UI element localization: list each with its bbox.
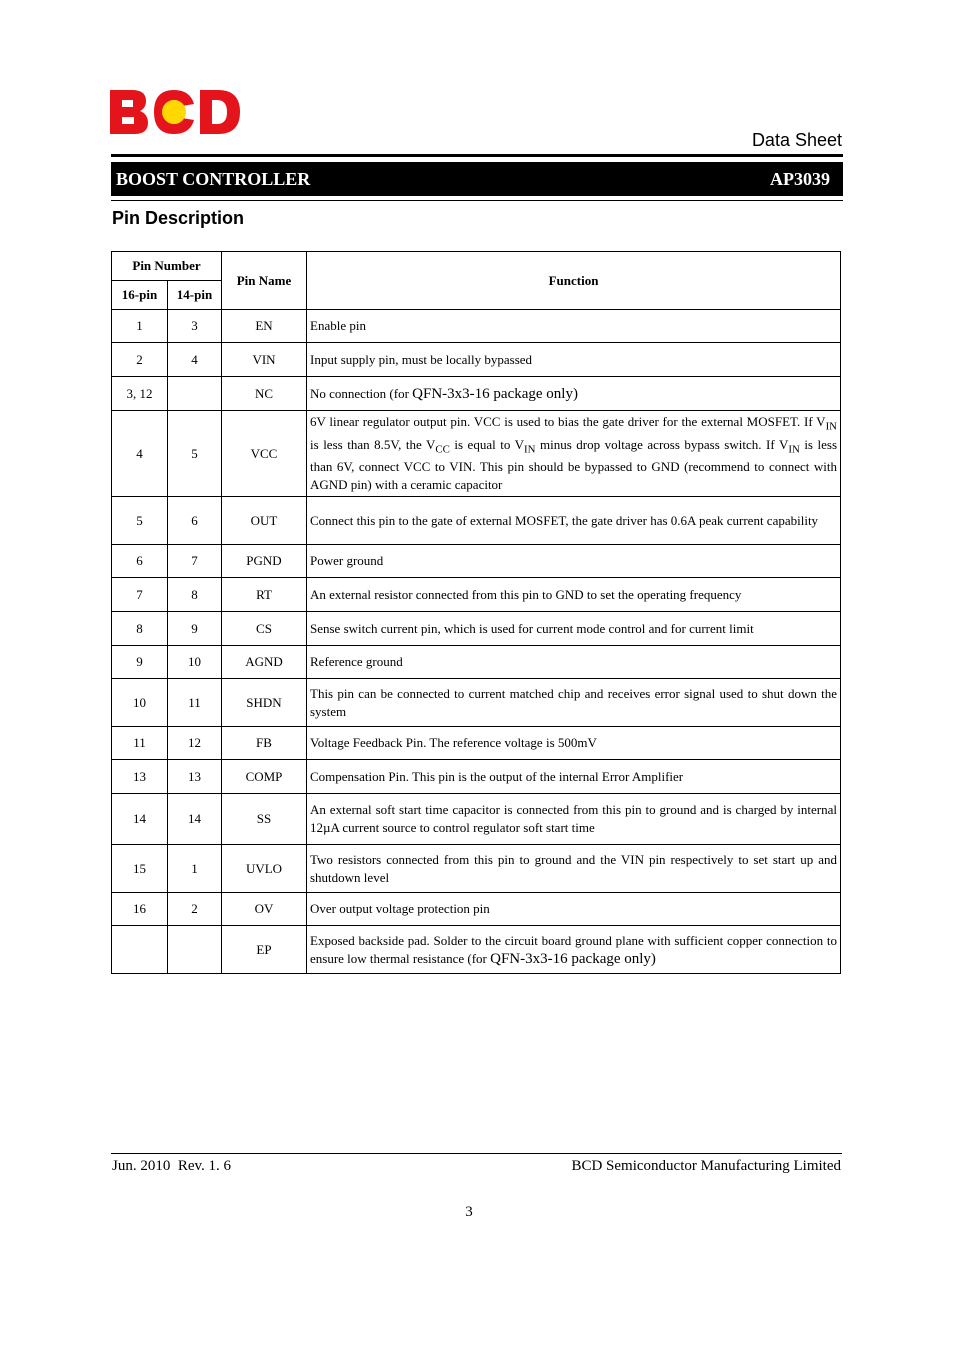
pin-function: Two resistors connected from this pin to ground and the VIN pin respectively to set start up and shutdown level xyxy=(307,845,841,893)
bcd-logo xyxy=(110,88,240,136)
pin-14: 12 xyxy=(168,727,222,760)
banner-underline xyxy=(111,200,843,201)
pin-14: 9 xyxy=(168,612,222,646)
pin-16: 15 xyxy=(112,845,168,893)
header-function: Function xyxy=(307,252,841,310)
pin-16: 10 xyxy=(112,679,168,727)
title-banner xyxy=(111,162,843,196)
pin-14: 8 xyxy=(168,578,222,612)
pin-14: 14 xyxy=(168,794,222,845)
pin-function: Connect this pin to the gate of external MOSFET, the gate driver has 0.6A peak current capability xyxy=(307,497,841,545)
pin-name: OV xyxy=(222,893,307,926)
pin-14: 7 xyxy=(168,545,222,578)
table-row xyxy=(112,794,841,845)
pin-function: Reference ground xyxy=(307,646,841,679)
pin-name: RT xyxy=(222,578,307,612)
pin-14: 10 xyxy=(168,646,222,679)
pin-14: 4 xyxy=(168,343,222,377)
table-row xyxy=(112,497,841,545)
header-pin-number: Pin Number xyxy=(112,252,222,281)
pin-name: NC xyxy=(222,377,307,411)
pin-16: 9 xyxy=(112,646,168,679)
pin-name: SS xyxy=(222,794,307,845)
pin-function: No connection (for QFN-3x3-16 package only) xyxy=(307,377,841,411)
pin-16: 4 xyxy=(112,411,168,497)
pin-function: Compensation Pin. This pin is the output of the internal Error Amplifier xyxy=(307,760,841,794)
pin-function: Input supply pin, must be locally bypassed xyxy=(307,343,841,377)
pin-function: An external resistor connected from this pin to GND to set the operating frequency xyxy=(307,578,841,612)
pin-16: 1 xyxy=(112,310,168,343)
pin-14: 3 xyxy=(168,310,222,343)
header-14-pin: 14-pin xyxy=(168,281,222,310)
table-row xyxy=(112,727,841,760)
pin-16: 13 xyxy=(112,760,168,794)
footer-company: BCD Semiconductor Manufacturing Limited xyxy=(571,1158,841,1174)
pin-name: UVLO xyxy=(222,845,307,893)
pin-14: 2 xyxy=(168,893,222,926)
page-number: 3 xyxy=(465,1204,473,1220)
pin-14 xyxy=(168,926,222,974)
pin-name: OUT xyxy=(222,497,307,545)
pin-14 xyxy=(168,377,222,411)
section-title: Pin Description xyxy=(112,208,245,228)
table-row xyxy=(112,845,841,893)
pin-name: SHDN xyxy=(222,679,307,727)
pin-16: 16 xyxy=(112,893,168,926)
pin-name: PGND xyxy=(222,545,307,578)
pin-name: VCC xyxy=(222,411,307,497)
footer-rule xyxy=(111,1153,842,1154)
doc-type: Data Sheet xyxy=(751,130,842,150)
pin-14: 1 xyxy=(168,845,222,893)
footer-date-revision: Jun. 2010 Rev. 1. 6 xyxy=(112,1158,232,1174)
pin-16: 3, 12 xyxy=(112,377,168,411)
part-number: AP3039 xyxy=(770,168,830,189)
pin-14: 13 xyxy=(168,760,222,794)
pin-14: 5 xyxy=(168,411,222,497)
table-header-row xyxy=(112,252,841,281)
pin-16: 8 xyxy=(112,612,168,646)
table-row xyxy=(112,760,841,794)
header-pin-name: Pin Name xyxy=(222,252,307,310)
table-row xyxy=(112,646,841,679)
pin-function: Enable pin xyxy=(307,310,841,343)
pin-name: COMP xyxy=(222,760,307,794)
table-row xyxy=(112,545,841,578)
header-rule xyxy=(111,154,843,157)
pin-function: Exposed backside pad. Solder to the circuit board ground plane with sufficient copper connection to ensure low thermal resistance (for QFN-3x3-16 package only) xyxy=(307,926,841,974)
pin-function: This pin can be connected to current matched chip and receives error signal used to shut down the system xyxy=(307,679,841,727)
pin-function: 6V linear regulator output pin. VCC is used to bias the gate driver for the external MOSFET. If $V_{IN}$ is less than 8.5V, the $V_{CC}$ is equal to $V_{IN}$ minus drop voltage across bypass switch. If $V_{IN}$ is less than 6V, connect VCC to VIN. This pin should be bypassed to GND (recommend to connect with AGND pin) with a ceramic capacitor xyxy=(307,411,841,497)
pin-name: EN xyxy=(222,310,307,343)
pin-14: 11 xyxy=(168,679,222,727)
pin-function: An external soft start time capacitor is connected from this pin to ground and is charged by internal 12µA current source to control regulator soft start time xyxy=(307,794,841,845)
pin-16: 6 xyxy=(112,545,168,578)
pin-name: AGND xyxy=(222,646,307,679)
table-row xyxy=(112,679,841,727)
pin-16: 7 xyxy=(112,578,168,612)
header-16-pin: 16-pin xyxy=(112,281,168,310)
pin-function: Voltage Feedback Pin. The reference voltage is 500mV xyxy=(307,727,841,760)
pin-14: 6 xyxy=(168,497,222,545)
pin-name: VIN xyxy=(222,343,307,377)
pin-function: Over output voltage protection pin xyxy=(307,893,841,926)
table-row xyxy=(112,578,841,612)
table-row xyxy=(112,343,841,377)
pin-name: FB xyxy=(222,727,307,760)
product-line: BOOST CONTROLLER xyxy=(116,168,311,189)
pin-description-table xyxy=(111,251,841,974)
table-row xyxy=(112,411,841,497)
pin-16 xyxy=(112,926,168,974)
pin-name: EP xyxy=(222,926,307,974)
table-row xyxy=(112,377,841,411)
pin-16: 5 xyxy=(112,497,168,545)
pin-16: 11 xyxy=(112,727,168,760)
table-row xyxy=(112,612,841,646)
table-row xyxy=(112,926,841,974)
pin-16: 2 xyxy=(112,343,168,377)
pin-function: Sense switch current pin, which is used for current mode control and for current limit xyxy=(307,612,841,646)
pin-16: 14 xyxy=(112,794,168,845)
table-row xyxy=(112,893,841,926)
pin-name: CS xyxy=(222,612,307,646)
pin-function: Power ground xyxy=(307,545,841,578)
table-row xyxy=(112,310,841,343)
